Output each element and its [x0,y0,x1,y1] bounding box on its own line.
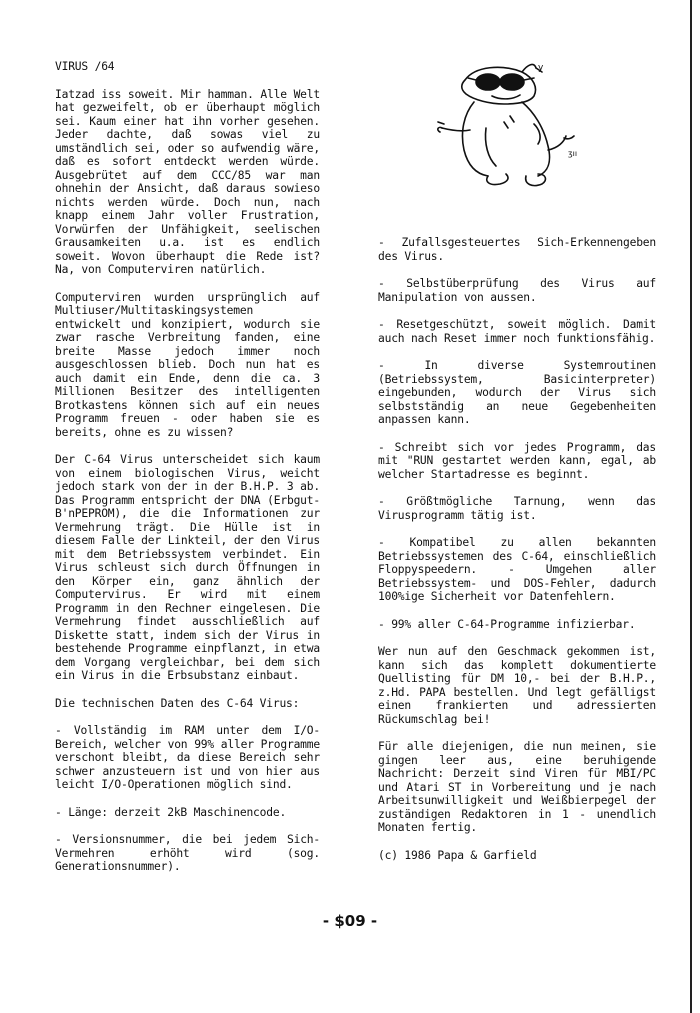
paragraph: Iatzad iss soweit. Mir hamman. Alle Welt hat gezweifelt, ob er überhaupt möglich sei. Kaum einer hat ihn vorher gesehen. Jeder dachte, daß sowas viel zu umständlich sei, oder so aufwendig wäre, daß es sofort entdeckt werden würde. Ausgebrütet auf dem CCC/85 war man ohnehin der Ansicht, daß daraus sowieso nichts werden würde. Doch nun, nach knapp einem Jahr voller Frustration, Vorwürfen der Unfähigkeit, seelischen Grausamkeiten u.a. ist es endlich soweit. Wovon überhaupt die Rede ist? Na, von Computerviren natürlich. [55,87,320,276]
spec-item: - Resetgeschützt, soweit möglich. Damit auch nach Reset immer noch funktionsfähig. [378,318,656,345]
spec-item: - Länge: derzeit 2kB Maschinencode. [55,805,287,819]
paragraph: Computerviren wurden ursprünglich auf Multiuser/Multitaskingsystemen entwickelt und konzipiert, wodurch sie zwar rasche Verbreitung fanden, eine breite Masse jedoch immer noch ausgeschlossen blieb. Doch nun hat es auch damit ein Ende, denn die ca. 3 Millionen Besitzer des intelligenten Brotkastens können sich auf ein neues Programm freuen - oder haben sie es bereits, ohne es zu wissen? [55,290,320,439]
spec-item: - Kompatibel zu allen bekannten Betriebssystemen des C-64, einschließlich Floppyspeedern. - Umgehen aller Betriebssystem- und DOS-Fehler, dadurch 100%ige Sicherheit vor Datenfehlern. [378,536,656,603]
spec-item: - 99% aller C-64-Programme infizierbar. [378,617,636,631]
left-column [55,60,320,888]
spec-item: - Selbstüberprüfung des Virus auf Manipulation von aussen. [378,277,656,304]
spec-item: - Größtmögliche Tarnung, wenn das Virusprogramm tätig ist. [378,495,656,522]
paragraph: Wer nun auf den Geschmack gekommen ist, kann sich das komplett dokumentierte Quellisting für DM 10,- bei der B.H.P., z.Hd. PAPA bestellen. Und legt gefälligst einen frankierten und adressierten Rückumschlag bei! [378,645,656,726]
paragraph: Die technischen Daten des C-64 Virus: [55,696,300,710]
page-edge-rule [690,0,692,1013]
spec-item: - Zufallsgesteuertes Sich-Erkennengeben des Virus. [378,236,656,263]
spec-item: - In diverse Systemroutinen (Betriebssystem, Basicinterpreter) eingebunden, wodurch der Virus sich selbstständig an neue Gegebenheiten anpassen kann. [378,359,656,426]
spec-item: - Versionsnummer, die bei jedem Sich-Vermehren erhöht wird (sog. Generationsnummer). [55,833,320,873]
spec-item: - Schreibt sich vor jedes Programm, das mit "RUN gestartet werden kann, egal, ab welcher Startadresse es beginnt. [378,440,656,481]
svg-text:ʒıı: ʒıı [568,149,578,158]
copyright-line: (c) 1986 Papa & Garfield [378,848,537,862]
page-number: - $09 - [322,912,378,930]
svg-text:y: y [538,63,544,73]
paragraph: Für alle diejenigen, die nun meinen, sie gingen leer aus, eine beruhigende Nachricht: Derzeit sind Viren für MBI/PC und Atari ST in Vorbereitung und je nach Arbeitsunwilligkeit und Weißbierpegel der zuständigen Redaktoren in 1 - unendlich Monaten fertig. [378,740,656,834]
article-title: VIRUS /64 [55,60,115,73]
cartoon-creature-with-sunglasses-icon [430,58,590,193]
paragraph: Der C-64 Virus unterscheidet sich kaum von einem biologischen Virus, weicht jedoch stark von der in der B.H.P. 3 ab. Das Programm entspricht der DNA (Erbgut-B'nPEPROM), die die Informationen zur Vermehrung trägt. Die Hülle ist in diesem Falle der Linkteil, der den Virus mit dem Betriebssystem verbindet. Ein Virus schleust sich durch Öffnungen in den Körper ein, ganz ähnlich der Computervirus. Er wird mit einem Programm in den Rechner eingelesen. Die Vermehrung findet ausschließlich auf Diskette statt, indem sich der Virus in bestehende Programme einpflanzt, in etwa dem Vorgang vergleichbar, bei dem sich ein Virus in die Erbsubstanz einbaut. [55,453,320,682]
right-column [378,236,656,876]
spec-item: - Vollständig im RAM unter dem I/O-Bereich, welcher von 99% aller Programme verschont bleibt, da diese Bereich sehr schwer anzusteuern ist und von hier aus leicht I/O-Operationen möglich sind. [55,724,320,791]
